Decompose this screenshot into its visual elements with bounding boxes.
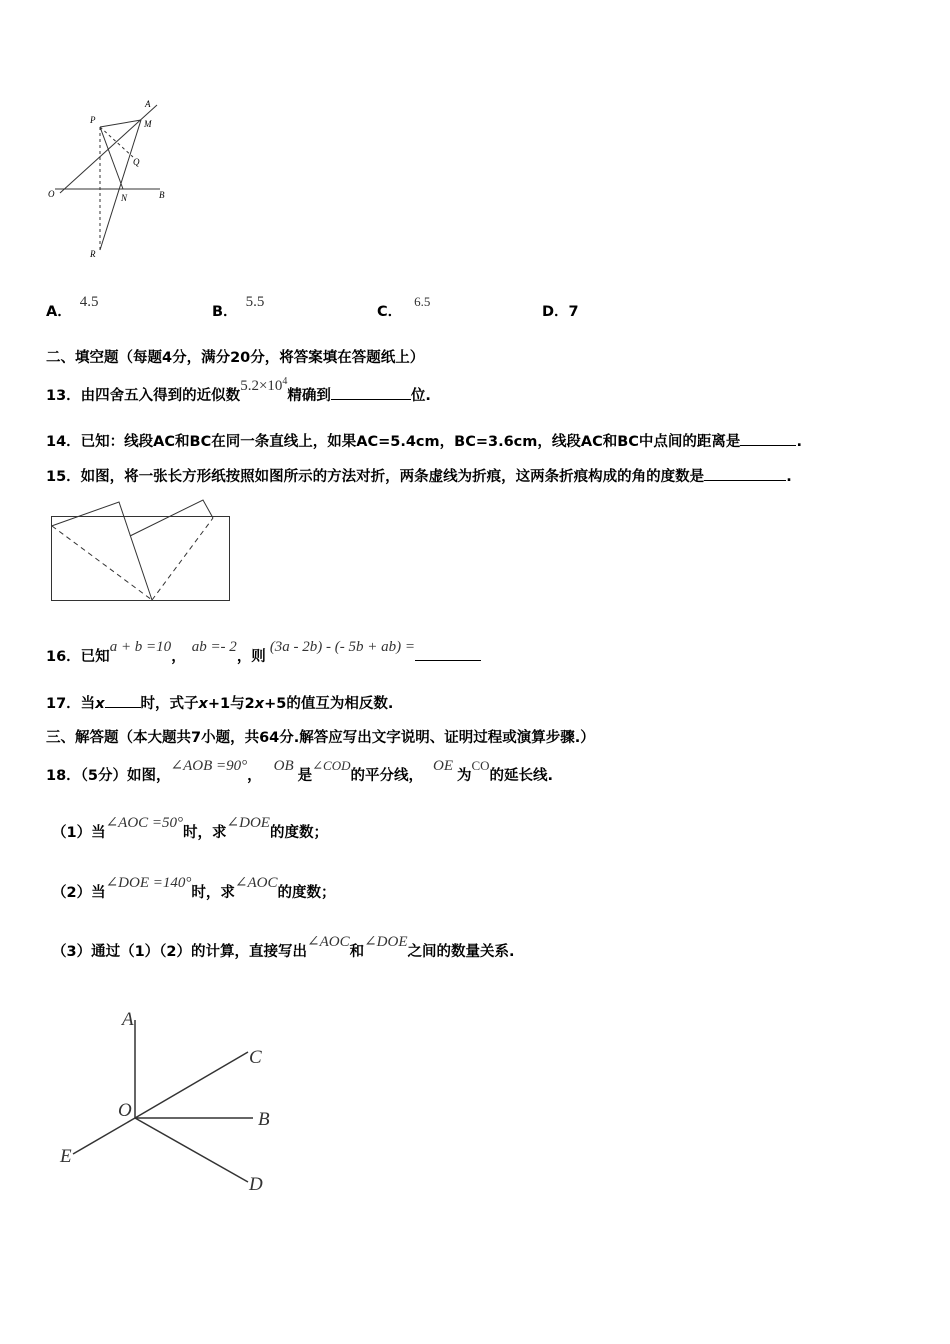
question-18-part-2: （2）当∠DOE =140°时，求∠AOC的度数； (52, 875, 336, 901)
label-d: D (249, 1174, 263, 1195)
label-b: B (159, 190, 165, 200)
ray-oe (73, 1118, 135, 1154)
line-mr (100, 120, 141, 250)
line-pn (100, 127, 123, 189)
fold-right (130, 500, 213, 536)
label-b: B (258, 1109, 270, 1130)
label-o: O (48, 189, 55, 199)
geometry-figure-pmqn (45, 95, 180, 265)
question-13: 13．由四舍五入得到的近似数$5.2\times 10^4$精确到 位. (46, 376, 431, 404)
label-o: O (118, 1100, 132, 1121)
question-16: 16．已知a + b =10，ab =- 2，则(3a - 2b) - (- 5b + ab) = (46, 645, 481, 666)
choice-d[interactable]: D．7 (542, 304, 579, 320)
label-r: R (90, 249, 96, 259)
label-a: A (145, 99, 151, 109)
rectangle (52, 517, 230, 601)
question-17: 17．当x 时，式子x+1与2x+5的值互为相反数. (46, 692, 393, 713)
crease-right (152, 518, 213, 600)
answer-blank-13[interactable] (331, 385, 411, 400)
question-15: 15．如图，将一张长方形纸按照如图所示的方法对折，两条虚线为折痕，这两条折痕构成的角的度数是 . (46, 465, 792, 486)
question-18: 18．（5分）如图，∠AOB =90°，OB是∠COD的平分线，OE为CO的延长线. (46, 758, 554, 784)
label-n: N (121, 193, 128, 203)
answer-blank-17[interactable] (105, 693, 141, 708)
label-e: E (60, 1146, 72, 1167)
choice-a[interactable]: A．4.5 (46, 294, 99, 320)
crease-left (52, 526, 152, 600)
section-2-heading: 二、填空题（每题4分，满分20分，将答案填在答题纸上） (46, 350, 425, 366)
label-c: C (249, 1047, 262, 1068)
choice-b[interactable]: B．5.5 (212, 294, 265, 320)
choice-c[interactable]: C．6.5 (377, 294, 431, 320)
ray-od (135, 1118, 248, 1182)
line-pm (100, 120, 141, 127)
question-18-part-3: （3）通过（1）（2）的计算，直接写出∠AOC和∠DOE之间的数量关系. (52, 934, 515, 960)
answer-blank-15[interactable] (704, 466, 786, 481)
label-p: P (90, 115, 96, 125)
label-m: M (144, 119, 152, 129)
answer-blank-16[interactable] (415, 646, 481, 661)
label-q: Q (133, 157, 140, 167)
section-3-heading: 三、解答题（本大题共7小题，共64分.解答应写出文字说明、证明过程或演算步骤.） (46, 730, 595, 746)
label-a: A (122, 1009, 134, 1030)
question-14: 14．已知：线段AC和BC在同一条直线上，如果AC=5.4cm，BC=3.6cm，线段AC和BC中点间的距离是 . (46, 430, 802, 451)
angle-rays-figure (55, 1000, 285, 1200)
ray-oc (135, 1052, 248, 1118)
question-18-part-1: （1）当∠AOC =50°时，求∠DOE的度数； (52, 815, 328, 841)
answer-blank-14[interactable] (740, 431, 796, 446)
folded-rectangle-figure (48, 497, 234, 607)
